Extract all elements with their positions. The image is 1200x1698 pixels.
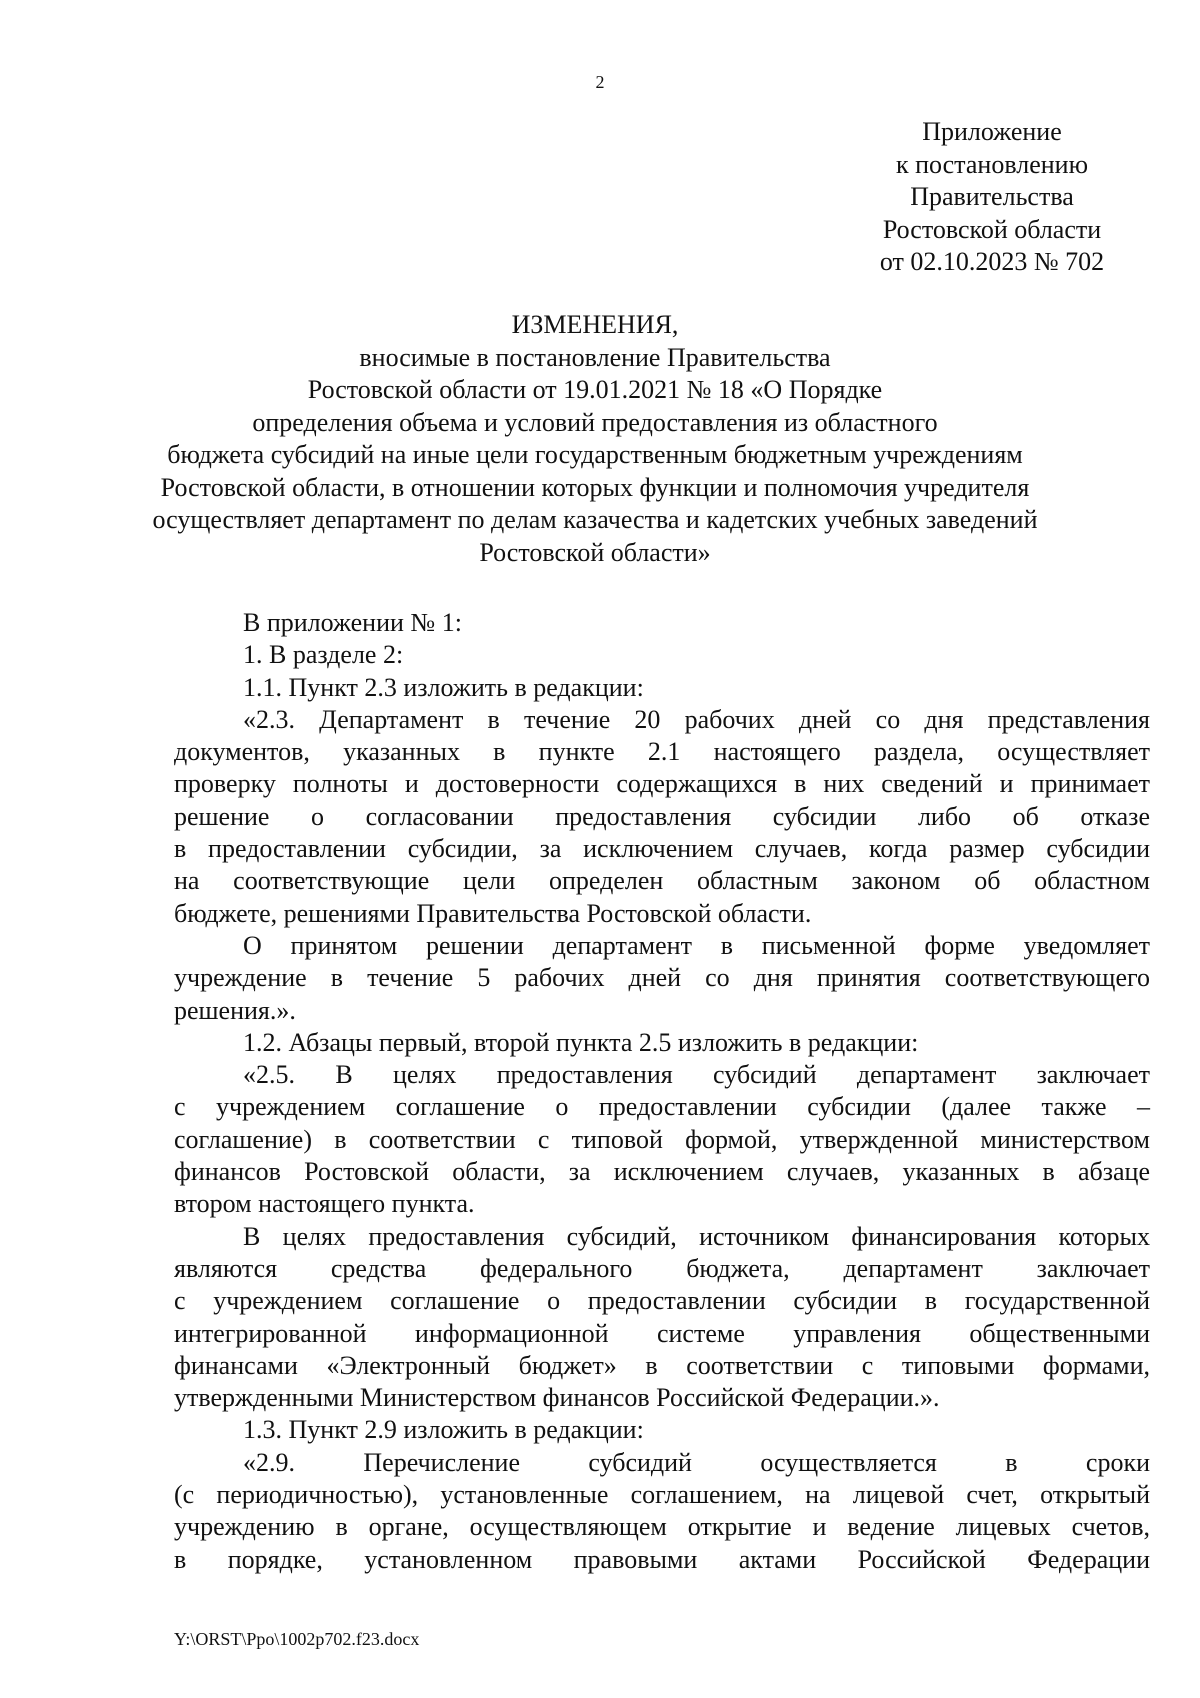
body-line: 1.1. Пункт 2.3 изложить в редакции: [243,672,644,702]
body-line: финансов Ростовской области, за исключением случаев, указанных в абзаце [174,1157,1150,1187]
body-line: являются средства федерального бюджета, департамент заключает [174,1253,1150,1283]
title-line: определения объема и условий предоставления из областного [252,407,938,437]
title-line: осуществляет департамент по делам казачества и кадетских учебных заведений [152,505,1038,534]
appendix-line: Ростовской области [882,214,1102,244]
body-line: решения.». [174,995,296,1025]
appendix-header [852,116,1132,279]
body-line: О принятом решении департамент в письменной форме уведомляет [243,930,1150,960]
body-line: 1. В разделе 2: [243,640,404,670]
appendix-line: от 02.10.2023 № 702 [879,247,1105,276]
title-line: ИЗМЕНЕНИЯ, [511,310,679,339]
appendix-line: Правительства [910,182,1074,211]
body-line: В приложении № 1: [243,608,462,637]
body-line: втором настоящего пункта. [174,1189,475,1219]
body-line: «2.5. В целях предоставления субсидий департамент заключает [243,1060,1150,1090]
body-line: в порядке, установленном правовыми актами Российской Федерации [174,1544,1150,1574]
title-line: Ростовской области от 19.01.2021 № 18 «О Порядке [307,375,883,404]
body-line: (с периодичностью), установленные соглашением, на лицевой счет, открытый [174,1480,1150,1510]
title-line: вносимые в постановление Правительства [359,342,831,372]
title-line: бюджета субсидий на иные цели государственным бюджетным учреждениям [167,440,1023,469]
body-line: соглашение) в соответствии с типовой формой, утвержденной министерством [174,1124,1150,1154]
body-line: В целях предоставления субсидий, источником финансирования которых [243,1221,1150,1251]
body-line: документов, указанных в пункте 2.1 настоящего раздела, осуществляет [174,737,1150,767]
body-line: решение о согласовании предоставления субсидии либо об отказе [174,801,1150,831]
title-line: Ростовской области» [479,537,711,567]
body-line: на соответствующие цели определен областным законом об областном [174,866,1150,896]
body-line: в предоставлении субсидии, за исключением случаев, когда размер субсидии [174,834,1150,864]
body-line: «2.3. Департамент в течение 20 рабочих дней со дня представления [243,704,1150,734]
body-line: финансами «Электронный бюджет» в соответствии с типовыми формами, [174,1350,1150,1380]
body-line: с учреждением соглашение о предоставлении субсидии в государственной [174,1286,1150,1316]
document-body [174,607,1150,1576]
body-line: 1.2. Абзацы первый, второй пункта 2.5 изложить в редакции: [243,1027,919,1057]
body-line: с учреждением соглашение о предоставлении субсидии (далее также – [174,1092,1150,1122]
appendix-line: к постановлению [895,149,1089,179]
document-title [150,309,1040,569]
body-line: утвержденными Министерством финансов Российской Федерации.». [174,1383,940,1413]
appendix-line: Приложение [922,117,1062,146]
body-line: бюджете, решениями Правительства Ростовской области. [174,898,812,928]
body-line: интегрированной информационной системе управления общественными [174,1318,1150,1348]
page-number: 2 [595,72,605,92]
body-line: 1.3. Пункт 2.9 изложить в редакции: [243,1415,644,1445]
body-line: учреждение в течение 5 рабочих дней со дня принятия соответствующего [174,963,1150,993]
file-path-footer: Y:\ORST\Ppo\1002p702.f23.docx [174,1629,420,1649]
body-line: учреждению в органе, осуществляющем открытие и ведение лицевых счетов, [174,1512,1150,1542]
body-line: «2.9. Перечисление субсидий осуществляется в сроки [243,1447,1150,1477]
body-line: проверку полноты и достоверности содержащихся в них сведений и принимает [174,769,1150,799]
title-line: Ростовской области, в отношении которых функции и полномочия учредителя [160,472,1030,502]
